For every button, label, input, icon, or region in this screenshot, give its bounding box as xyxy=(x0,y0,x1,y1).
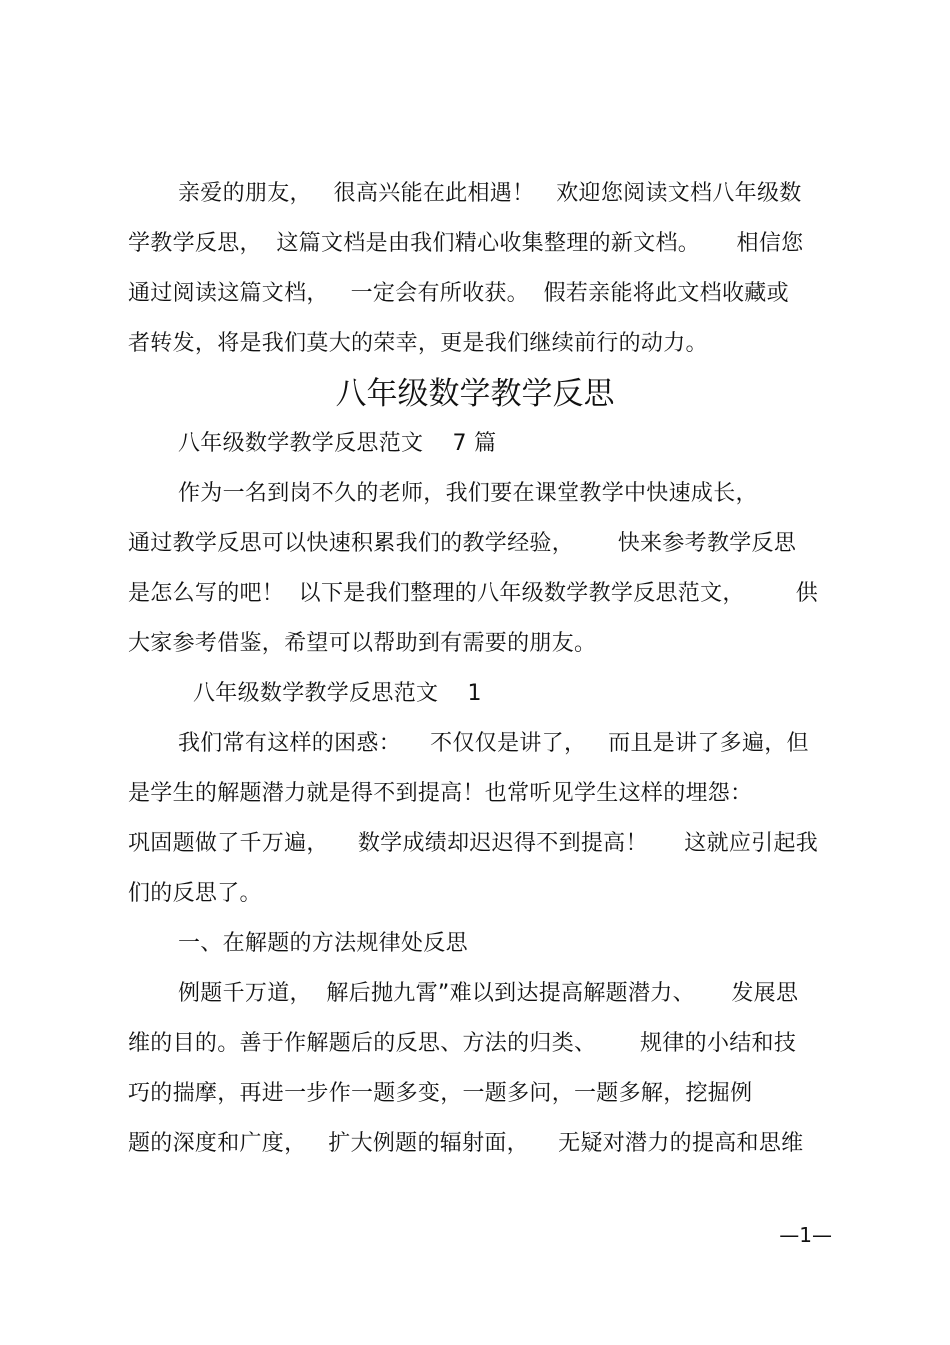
body-line-11: 例题千万道， 解后抛九霄”难以到达提高解题潜力、 发展思 xyxy=(178,981,799,1006)
body-line-13: 巧的揣摩，再进一步作一题多变，一题多问，一题多解，挖掘例 xyxy=(128,1081,753,1106)
body-line-9: 们的反思了。 xyxy=(128,881,262,906)
body-line-12: 维的目的。善于作解题后的反思、方法的归类、 规律的小结和技 xyxy=(128,1031,797,1056)
intro-line-3: 通过阅读这篇文档， 一定会有所收获。 假若亲能将此文档收藏或 xyxy=(128,281,789,306)
subsection-heading: 一、在解题的方法规律处反思 xyxy=(178,931,468,956)
body-line-3: 是怎么写的吧！ 以下是我们整理的八年级数学教学反思范文， 供 xyxy=(128,581,819,606)
body-line-8: 巩固题做了千万遍， 数学成绩却迟迟得不到提高！ 这就应引起我 xyxy=(128,831,819,856)
document-title: 八年级数学教学反思 xyxy=(335,376,615,412)
intro-line-1: 亲爱的朋友， 很高兴能在此相遇！ 欢迎您阅读文档八年级数 xyxy=(178,181,802,206)
body-line-6: 我们常有这样的困惑： 不仅仅是讲了， 而且是讲了多遍，但 xyxy=(178,731,809,756)
intro-line-2: 学教学反思， 这篇文档是由我们精心收集整理的新文档。 相信您 xyxy=(128,231,804,256)
section-heading-1: 八年级数学教学反思范文 1 xyxy=(193,681,482,706)
body-line-4: 大家参考借鉴，希望可以帮助到有需要的朋友。 xyxy=(128,631,597,656)
page-number: —1— xyxy=(779,1223,832,1247)
document-subtitle: 八年级数学教学反思范文 7 篇 xyxy=(178,431,497,456)
body-line-14: 题的深度和广度， 扩大例题的辐射面， 无疑对潜力的提高和思维 xyxy=(128,1131,804,1156)
body-line-7: 是学生的解题潜力就是得不到提高！也常听见学生这样的埋怨： xyxy=(128,781,753,806)
body-line-2: 通过教学反思可以快速积累我们的教学经验， 快来参考教学反思 xyxy=(128,531,797,556)
intro-line-4: 者转发，将是我们莫大的荣幸，更是我们继续前行的动力。 xyxy=(128,331,708,356)
body-line-1: 作为一名到岗不久的老师，我们要在课堂教学中快速成长， xyxy=(178,481,758,506)
